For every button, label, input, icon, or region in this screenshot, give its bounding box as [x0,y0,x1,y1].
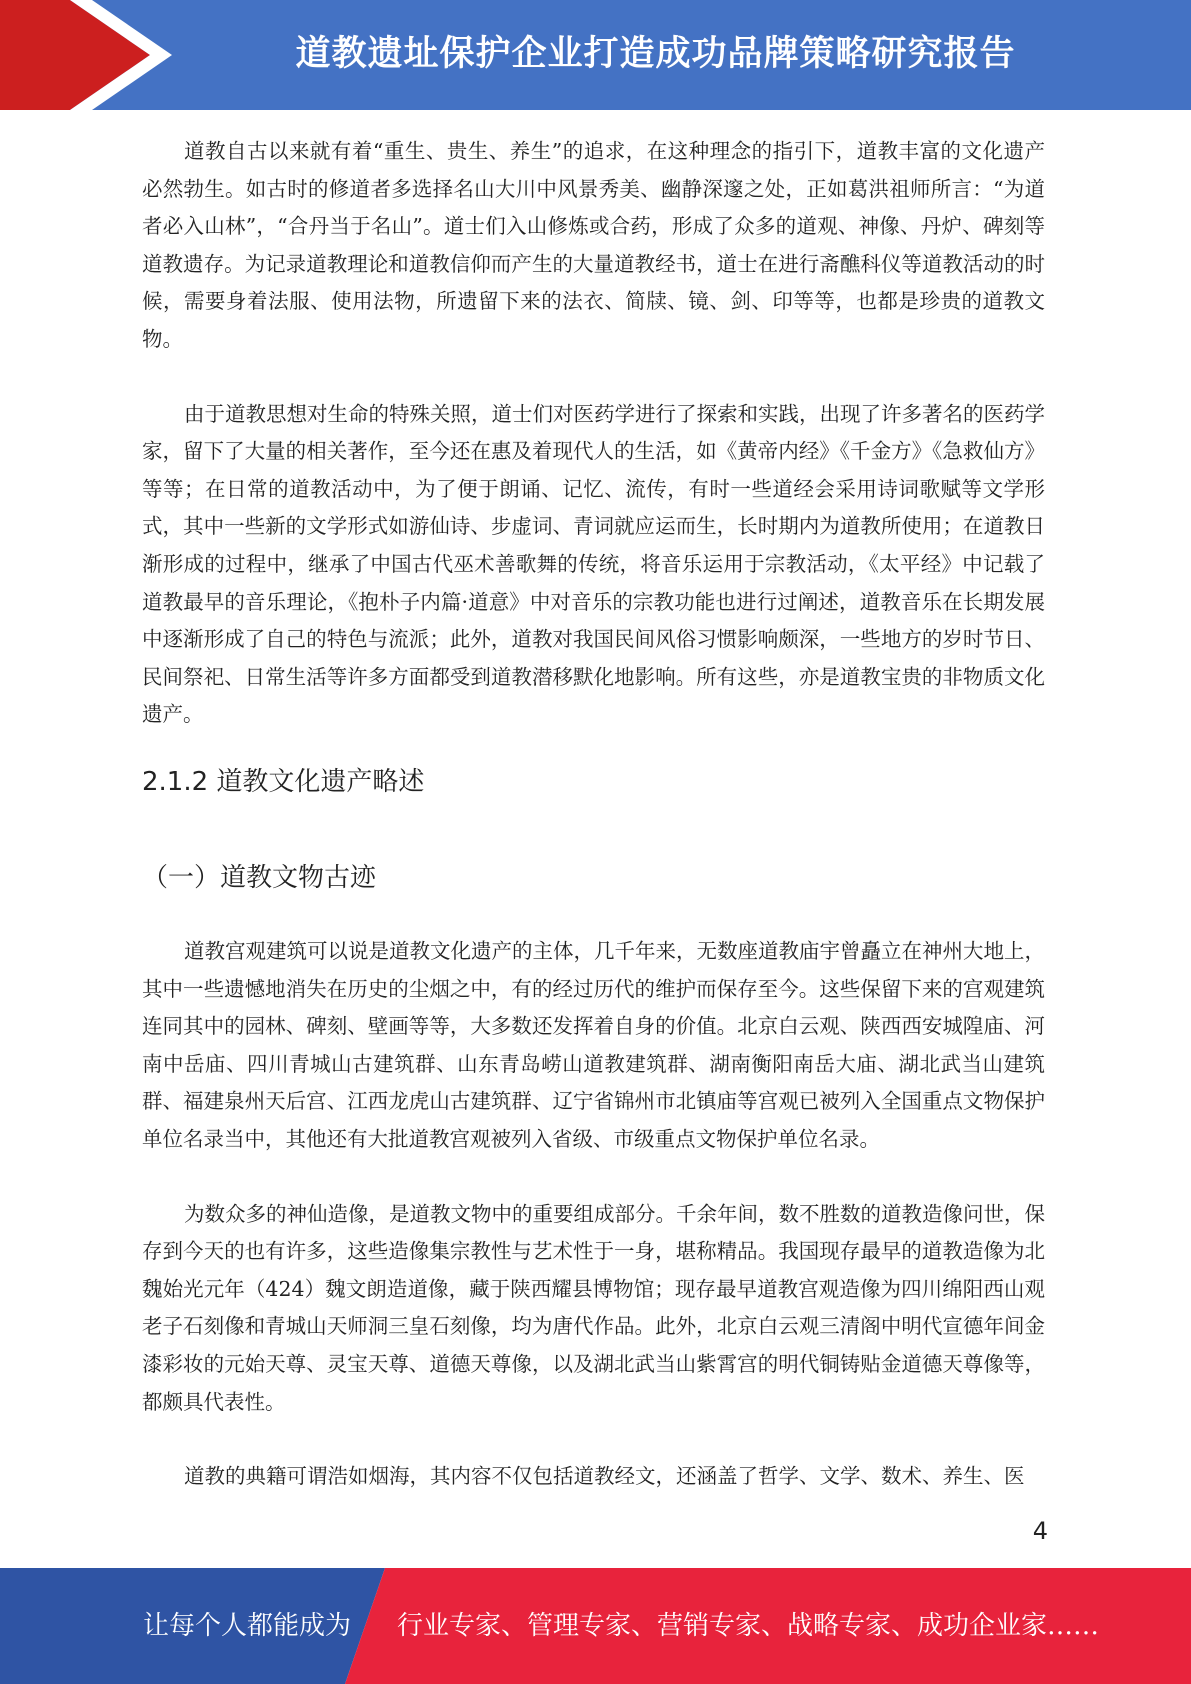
footer-slogan-left: 让每个人都能成为 [143,1611,352,1641]
body-content-lower [142,933,1045,1533]
header-title: 道教遗址保护企业打造成功品牌策略研究报告 [295,34,1016,74]
page-number: 4 [1032,1517,1048,1545]
body-content [142,133,1045,771]
paragraph: 道教宫观建筑可以说是道教文化遗产的主体，几千年来，无数座道教庙宇曾矗立在神州大地上，其中一些遗憾地消失在历史的尘烟之中，有的经过历代的维护而保存至今。这些保留下来的宫观建筑连同其中的园林、碑刻、壁画等等，大多数还发挥着自身的价值。北京白云观、陕西西安城隍庙、河南中岳庙、四川青城山古建筑群、山东青岛崂山道教建筑群、湖南衡阳南岳大庙、湖北武当山建筑群、福建泉州天后宫、江西龙虎山古建筑群、辽宁省锦州市北镇庙等宫观已被列入全国重点文物保护单位名录当中，其他还有大批道教宫观被列入省级、市级重点文物保护单位名录。 [142,939,1045,1151]
paragraph: 由于道教思想对生命的特殊关照，道士们对医药学进行了探索和实践，出现了许多著名的医药学家，留下了大量的相关著作，至今还在惠及着现代人的生活，如《黄帝内经》《千金方》《急救仙方》等等；在日常的道教活动中，为了便于朗诵、记忆、流传，有时一些道经会采用诗词歌赋等文学形式，其中一些新的文学形式如游仙诗、步虚词、青词就应运而生，长时期内为道教所使用；在道教日渐形成的过程中，继承了中国古代巫术善歌舞的传统，将音乐运用于宗教活动，《太平经》中记载了道教最早的音乐理论，《抱朴子内篇·道意》中对音乐的宗教功能也进行过阐述，道教音乐在长期发展中逐渐形成了自己的特色与流派；此外，道教对我国民间风俗习惯影响颇深，一些地方的岁时节日、民间祭祀、日常生活等许多方面都受到道教潜移默化地影响。所有这些，亦是道教宝贵的非物质文化遗产。 [142,401,1045,727]
section-heading: 2.1.2 道教文化遗产略述 [142,767,425,797]
page-header [0,0,1191,110]
paragraph: 道教的典籍可谓浩如烟海，其内容不仅包括道教经文，还涵盖了哲学、文学、数术、养生、医 [184,1464,1025,1489]
footer-slogan-right: 行业专家、管理专家、营销专家、战略专家、成功企业家…… [397,1611,1100,1641]
paragraph: 道教自古以来就有着“重生、贵生、养生”的追求，在这种理念的指引下，道教丰富的文化遗产必然勃生。如古时的修道者多选择名山大川中风景秀美、幽静深邃之处，正如葛洪祖师所言：“为道者必入山林”，“合丹当于名山”。道士们入山修炼或合药，形成了众多的道观、神像、丹炉、碑刻等道教遗存。为记录道教理论和道教信仰而产生的大量道教经书，道士在进行斋醮科仪等道教活动的时候，需要身着法服、使用法物，所遗留下来的法衣、简牍、镜、剑、印等等，也都是珍贵的道教文物。 [142,139,1045,351]
page-footer [0,1568,1191,1684]
subsection-heading: （一）道教文物古迹 [142,863,377,893]
paragraph: 为数众多的神仙造像，是道教文物中的重要组成部分。千余年间，数不胜数的道教造像问世，保存到今天的也有许多，这些造像集宗教性与艺术性于一身，堪称精品。我国现存最早的道教造像为北魏始光元年（424）魏文朗造道像，藏于陕西耀县博物馆；现存最早道教宫观造像为四川绵阳西山观老子石刻像和青城山天师洞三皇石刻像，均为唐代作品。此外，北京白云观三清阁中明代宣德年间金漆彩妆的元始天尊、灵宝天尊、道德天尊像，以及湖北武当山紫霄宫的明代铜铸贴金道德天尊像等，都颇具代表性。 [142,1201,1045,1414]
